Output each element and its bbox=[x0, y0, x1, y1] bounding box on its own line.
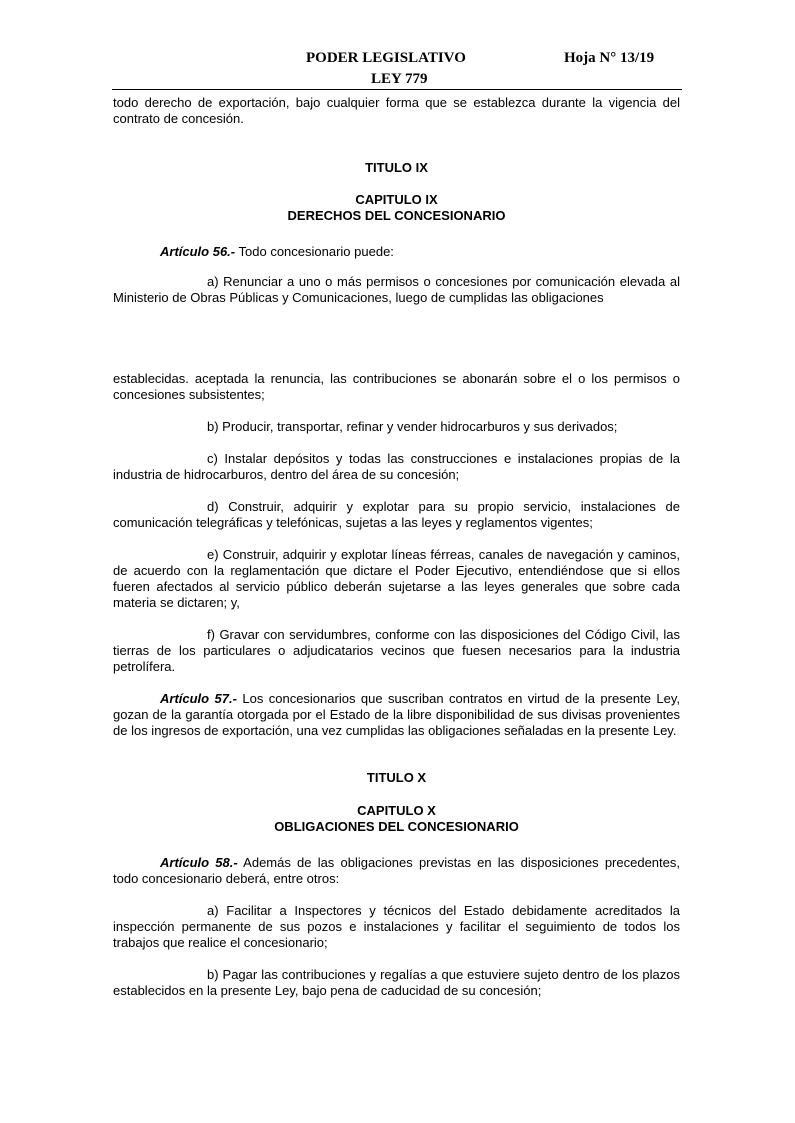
header-title: PODER LEGISLATIVO bbox=[306, 50, 466, 66]
item-c: c) Instalar depósitos y todas las construcciones e instalaciones propias de la industria de hidrocarburos, dentro del área de su concesión; bbox=[113, 451, 680, 482]
paragraph-intro: todo derecho de exportación, bajo cualquier forma que se establezca durante la vigencia del contrato de concesión. bbox=[113, 95, 680, 126]
item-b: b) Producir, transportar, refinar y vender hidrocarburos y sus derivados; bbox=[207, 419, 618, 434]
capitulo-x-title: OBLIGACIONES DEL CONCESIONARIO bbox=[274, 819, 519, 834]
article-56-label: Artículo 56.- bbox=[160, 244, 236, 259]
article-57 bbox=[113, 691, 680, 739]
item-f: f) Gravar con servidumbres, conforme con las disposiciones del Código Civil, las tierras de los particulares o adjudicatarios vecinos que fuesen necesarios para la industria petrolífera. bbox=[113, 627, 680, 674]
capitulo-x-heading: CAPITULO X bbox=[357, 803, 436, 818]
item-58-a: a) Facilitar a Inspectores y técnicos del Estado debidamente acreditados la inspección permanente de sus pozos e instalaciones y facilitar el seguimiento de todos los trabajos que realice el concesionario; bbox=[113, 903, 680, 950]
article-57-text: Los concesionarios que suscriban contratos en virtud de la presente Ley, gozan de la garantía otorgada por el Estado de la libre disponibilidad de sus divisas provenientes de los ingresos de exportación, una vez cumplidas las obligaciones señaladas en la presente Ley. bbox=[113, 691, 680, 738]
article-58 bbox=[113, 855, 680, 887]
titulo-ix-heading: TITULO IX bbox=[365, 160, 428, 175]
header-page-number: Hoja N° 13/19 bbox=[564, 50, 655, 66]
article-58-label: Artículo 58.- bbox=[160, 855, 238, 870]
article-56 bbox=[113, 244, 680, 260]
item-e: e) Construir, adquirir y explotar líneas férreas, canales de navegación y caminos, de acuerdo con la reglamentación que dictare el Poder Ejecutivo, entendiéndose que si ellos fueren afectados al servicio público deberán sujetarse a las leyes generales que sobre cada materia se dictaren; y, bbox=[113, 547, 680, 610]
article-56-text: Todo concesionario puede: bbox=[238, 244, 394, 259]
titulo-x-heading: TITULO X bbox=[366, 770, 427, 785]
item-58-b: b) Pagar las contribuciones y regalías a que estuviere sujeto dentro de los plazos establecidos en la presente Ley, bajo pena de caducidad de su concesión; bbox=[113, 967, 680, 998]
capitulo-ix-heading: CAPITULO IX bbox=[355, 192, 438, 207]
header-divider bbox=[112, 89, 682, 90]
item-a-part1: a) Renunciar a uno o más permisos o concesiones por comunicación elevada al Ministerio de Obras Públicas y Comunicaciones, luego de cumplidas las obligaciones bbox=[113, 274, 680, 305]
article-57-label: Artículo 57.- bbox=[160, 691, 237, 706]
capitulo-ix-title: DERECHOS DEL CONCESIONARIO bbox=[287, 208, 506, 223]
header-law-number: LEY 779 bbox=[371, 71, 428, 87]
item-d: d) Construir, adquirir y explotar para su propio servicio, instalaciones de comunicación telegráficas y telefónicas, sujetas a las leyes y reglamentos vigentes; bbox=[113, 499, 680, 530]
item-a-part2: establecidas. aceptada la renuncia, las contribuciones se abonarán sobre el o los permisos o concesiones subsistentes; bbox=[113, 371, 680, 402]
article-58-text: Además de las obligaciones previstas en las disposiciones precedentes, todo concesionario deberá, entre otros: bbox=[113, 855, 680, 886]
